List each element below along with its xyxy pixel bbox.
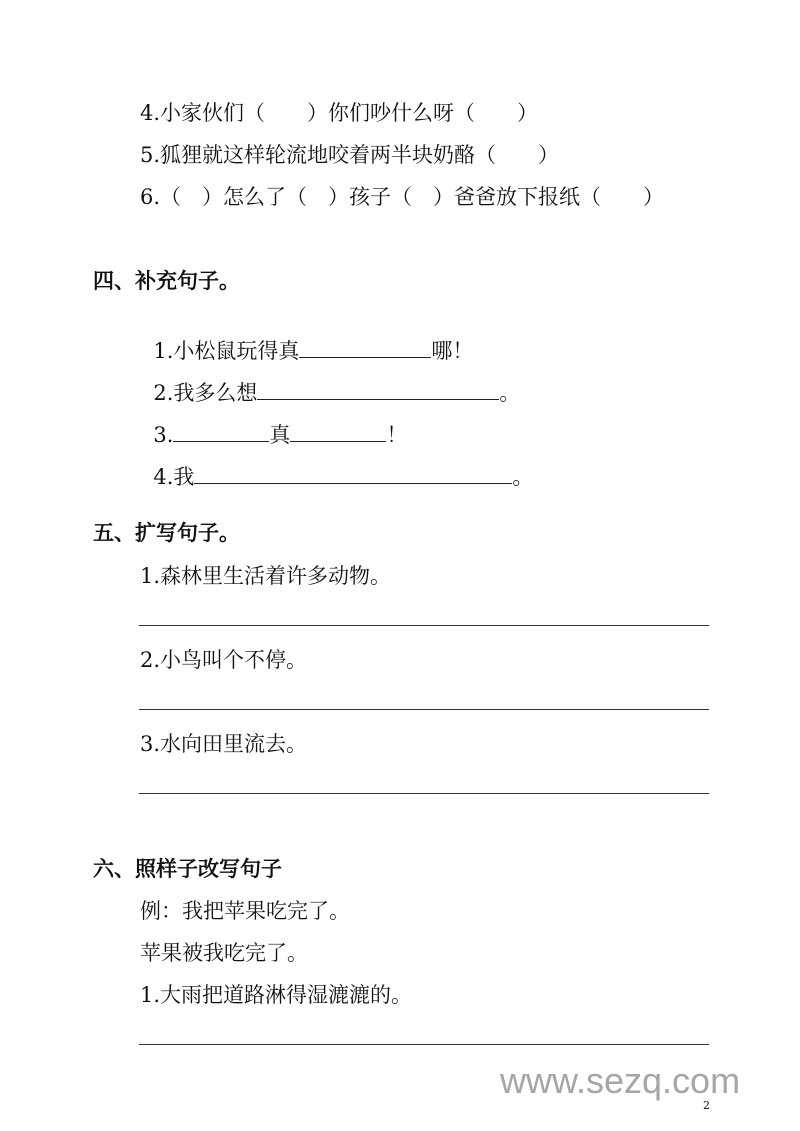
example-sentence: 例：我把苹果吃完了。 [140,899,350,923]
question-item: 2.小鸟叫个不停。 [140,648,308,672]
item-suffix: 哪！ [431,339,474,363]
item-middle: 真 [269,423,291,447]
answer-line[interactable] [139,709,709,710]
item-suffix: ！ [386,423,408,447]
question-item: 5.狐狸就这样轮流地咬着两半块奶酪（ ） [140,143,560,167]
section-heading: 五、扩写句子。 [93,521,240,545]
answer-line[interactable] [139,793,709,794]
item-prefix: 4.我 [153,465,195,489]
item-suffix: 。 [512,465,534,489]
section-heading: 四、补充句子。 [93,269,240,293]
question-item: 3.水向田里流去。 [140,732,308,756]
question-item: 1.大雨把道路淋得湿漉漉的。 [140,983,413,1007]
watermark: www.sezq.com [500,1060,741,1101]
question-item: 1.森林里生活着许多动物。 [140,564,392,588]
page-number: 2 [703,1099,710,1112]
fill-blank-item [140,437,533,490]
item-prefix: 1.小松鼠玩得真 [153,339,300,363]
question-item: 4.小家伙们（ ）你们吵什么呀（ ） [140,101,539,125]
item-prefix: 3. [153,423,174,447]
answer-line[interactable] [139,625,709,626]
section-heading: 六、照样子改写句子 [93,857,282,881]
answer-blank[interactable] [194,463,512,484]
question-item: 6.（ ）怎么了（ ）孩子（ ）爸爸放下报纸（ ） [140,185,665,209]
item-prefix: 2.我多么想 [153,381,258,405]
item-suffix: 。 [499,381,521,405]
answer-line[interactable] [139,1044,709,1045]
example-answer: 苹果被我吃完了。 [140,941,308,965]
